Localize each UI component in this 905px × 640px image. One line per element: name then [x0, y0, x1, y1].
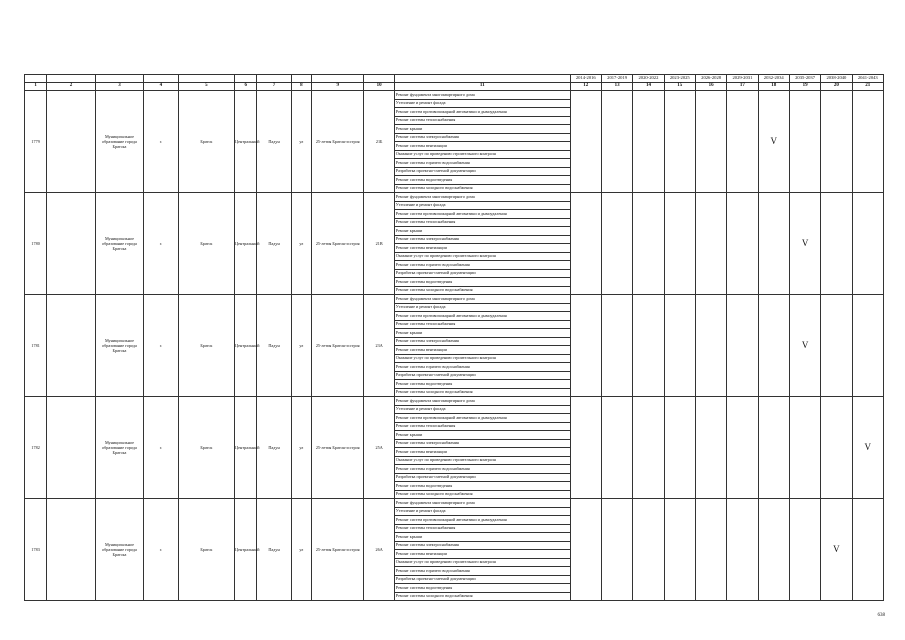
street-type-cell: ул — [291, 499, 311, 601]
period-cell — [601, 499, 632, 601]
street-cell: 25-летия Братскгэсстроя — [311, 193, 364, 295]
work-type-cell: Ремонт системы водоотведения — [394, 278, 570, 287]
work-type-cell: Ремонт системы электроснабжения — [394, 235, 570, 244]
work-type-cell: Ремонт системы холодного водоснабжения — [394, 286, 570, 295]
work-type-cell: Разработка проектно-сметной документации — [394, 269, 570, 278]
work-type-cell: Ремонт системы вентиляции — [394, 550, 570, 559]
work-type-cell: Ремонт системы водоотведения — [394, 584, 570, 593]
period-cell — [758, 295, 789, 397]
district-cell: Центральный — [235, 91, 257, 193]
work-type-cell: Ремонт системы электроснабжения — [394, 541, 570, 550]
city-type-cell: г. — [144, 295, 178, 397]
city-type-cell: г. — [144, 91, 178, 193]
work-type-cell: Утепление и ремонт фасада — [394, 405, 570, 414]
house-cell: 21Б — [364, 91, 394, 193]
empty-cell — [47, 295, 96, 397]
city-cell: Братск — [178, 91, 235, 193]
column-number: 1 — [25, 83, 47, 91]
period-cell — [727, 295, 758, 397]
work-row — [25, 397, 884, 406]
city-cell: Братск — [178, 499, 235, 601]
street-cell: 25-летия Братскгэсстроя — [311, 295, 364, 397]
period-header: 2038-2040 — [821, 75, 852, 83]
work-type-cell: Ремонт крыши — [394, 533, 570, 542]
work-type-cell: Ремонт системы электроснабжения — [394, 337, 570, 346]
work-type-cell: Ремонт системы электроснабжения — [394, 439, 570, 448]
work-type-cell: Ремонт системы горячего водоснабжения — [394, 363, 570, 372]
page-number: 638 — [877, 613, 885, 618]
period-cell — [695, 295, 726, 397]
settlement-cell: Падун — [257, 193, 291, 295]
city-cell: Братск — [178, 193, 235, 295]
house-cell: 25А — [364, 397, 394, 499]
period-header: 2026-2028 — [695, 75, 726, 83]
period-cell — [695, 91, 726, 193]
street-type-cell: ул — [291, 397, 311, 499]
owner-cell: Муниципальное образование города Братска — [95, 193, 144, 295]
period-cell — [695, 499, 726, 601]
period-cell — [664, 499, 695, 601]
column-number: 11 — [394, 83, 570, 91]
period-cell — [633, 295, 664, 397]
period-header: 2029-2031 — [727, 75, 758, 83]
work-row — [25, 499, 884, 508]
period-cell — [601, 193, 632, 295]
record-id: 1779 — [25, 91, 47, 193]
work-type-cell: Оказание услуг по проведению строительного контроля — [394, 456, 570, 465]
house-cell: 23А — [364, 295, 394, 397]
period-cell — [601, 295, 632, 397]
owner-cell: Муниципальное образование города Братска — [95, 295, 144, 397]
period-header-row — [25, 75, 884, 83]
work-type-cell: Утепление и ремонт фасада — [394, 507, 570, 516]
column-number: 21 — [852, 83, 883, 91]
work-type-cell: Разработка проектно-сметной документации — [394, 167, 570, 176]
district-cell: Центральный — [235, 295, 257, 397]
column-number: 20 — [821, 83, 852, 91]
work-type-cell: Разработка проектно-сметной документации — [394, 473, 570, 482]
period-cell — [633, 397, 664, 499]
period-cell — [570, 91, 601, 193]
period-header: 2035-2037 — [789, 75, 820, 83]
work-type-cell: Ремонт системы теплоснабжения — [394, 320, 570, 329]
work-type-cell: Ремонт системы вентиляции — [394, 448, 570, 457]
owner-cell: Муниципальное образование города Братска — [95, 91, 144, 193]
period-header: 2017-2019 — [601, 75, 632, 83]
period-cell — [821, 295, 852, 397]
period-header: 2023-2025 — [664, 75, 695, 83]
column-number: 7 — [257, 83, 291, 91]
work-type-cell: Ремонт систем противопожарной автоматики и дымоудаления — [394, 210, 570, 219]
owner-cell: Муниципальное образование города Братска — [95, 397, 144, 499]
work-type-cell: Оказание услуг по проведению строительного контроля — [394, 558, 570, 567]
work-type-cell: Ремонт фундамента многоквартирного дома — [394, 295, 570, 304]
street-cell: 25-летия Братскгэсстроя — [311, 91, 364, 193]
work-type-cell: Ремонт крыши — [394, 227, 570, 236]
capital-repair-table — [24, 74, 884, 601]
street-type-cell: ул — [291, 193, 311, 295]
work-row — [25, 295, 884, 304]
city-cell: Братск — [178, 295, 235, 397]
record-id: 1782 — [25, 397, 47, 499]
work-type-cell: Ремонт системы вентиляции — [394, 346, 570, 355]
house-cell: 21В — [364, 193, 394, 295]
work-type-cell: Оказание услуг по проведению строительного контроля — [394, 354, 570, 363]
work-type-cell: Ремонт системы теплоснабжения — [394, 116, 570, 125]
work-type-cell: Утепление и ремонт фасада — [394, 303, 570, 312]
district-cell: Центральный — [235, 193, 257, 295]
period-cell — [633, 499, 664, 601]
column-number: 6 — [235, 83, 257, 91]
period-cell — [758, 193, 789, 295]
period-header: 2041-2043 — [852, 75, 883, 83]
work-type-cell: Утепление и ремонт фасада — [394, 201, 570, 210]
record-id: 1780 — [25, 193, 47, 295]
empty-cell — [47, 193, 96, 295]
period-mark: V — [852, 397, 883, 499]
column-number: 15 — [664, 83, 695, 91]
period-cell — [852, 91, 883, 193]
settlement-cell: Падун — [257, 397, 291, 499]
period-mark: V — [758, 91, 789, 193]
period-cell — [758, 397, 789, 499]
district-cell: Центральный — [235, 499, 257, 601]
work-type-cell: Ремонт крыши — [394, 329, 570, 338]
city-type-cell: г. — [144, 499, 178, 601]
period-cell — [727, 499, 758, 601]
period-cell — [601, 397, 632, 499]
city-type-cell: г. — [144, 397, 178, 499]
column-number: 10 — [364, 83, 394, 91]
work-type-cell: Разработка проектно-сметной документации — [394, 575, 570, 584]
column-number: 18 — [758, 83, 789, 91]
work-type-cell: Ремонт системы теплоснабжения — [394, 218, 570, 227]
work-type-cell: Ремонт фундамента многоквартирного дома — [394, 499, 570, 508]
column-number-row — [25, 83, 884, 91]
column-number: 4 — [144, 83, 178, 91]
work-type-cell: Ремонт систем противопожарной автоматики и дымоудаления — [394, 414, 570, 423]
work-type-cell: Ремонт системы вентиляции — [394, 142, 570, 151]
period-cell — [633, 91, 664, 193]
period-cell — [852, 499, 883, 601]
work-type-cell: Ремонт фундамента многоквартирного дома — [394, 397, 570, 406]
header-blank — [25, 75, 47, 83]
house-cell: 26А — [364, 499, 394, 601]
city-type-cell: г. — [144, 193, 178, 295]
empty-cell — [47, 91, 96, 193]
work-type-cell: Ремонт системы водоотведения — [394, 380, 570, 389]
work-type-cell: Ремонт фундамента многоквартирного дома — [394, 193, 570, 202]
work-type-cell: Ремонт системы электроснабжения — [394, 133, 570, 142]
period-cell — [664, 91, 695, 193]
column-number: 8 — [291, 83, 311, 91]
settlement-cell: Падун — [257, 295, 291, 397]
column-number: 14 — [633, 83, 664, 91]
period-cell — [789, 499, 820, 601]
work-type-cell: Ремонт крыши — [394, 125, 570, 134]
work-type-cell: Ремонт систем противопожарной автоматики и дымоудаления — [394, 516, 570, 525]
period-cell — [852, 295, 883, 397]
record-id: 1783 — [25, 499, 47, 601]
period-cell — [570, 397, 601, 499]
work-type-cell: Ремонт системы холодного водоснабжения — [394, 592, 570, 601]
column-number: 13 — [601, 83, 632, 91]
work-row — [25, 91, 884, 100]
settlement-cell: Падун — [257, 91, 291, 193]
period-cell — [821, 91, 852, 193]
period-cell — [821, 397, 852, 499]
city-cell: Братск — [178, 397, 235, 499]
empty-cell — [47, 397, 96, 499]
period-cell — [758, 499, 789, 601]
period-cell — [601, 91, 632, 193]
work-type-cell: Ремонт системы горячего водоснабжения — [394, 261, 570, 270]
work-type-cell: Ремонт системы холодного водоснабжения — [394, 490, 570, 499]
work-row — [25, 193, 884, 202]
column-number: 16 — [695, 83, 726, 91]
work-type-cell: Оказание услуг по проведению строительного контроля — [394, 150, 570, 159]
work-type-cell: Ремонт систем противопожарной автоматики и дымоудаления — [394, 108, 570, 117]
work-type-cell: Ремонт системы горячего водоснабжения — [394, 567, 570, 576]
work-type-cell: Ремонт системы холодного водоснабжения — [394, 184, 570, 193]
column-number: 9 — [311, 83, 364, 91]
work-type-cell: Ремонт крыши — [394, 431, 570, 440]
period-cell — [727, 91, 758, 193]
work-type-cell: Ремонт системы вентиляции — [394, 244, 570, 253]
work-type-cell: Ремонт системы горячего водоснабжения — [394, 159, 570, 168]
period-cell — [664, 397, 695, 499]
empty-cell — [47, 499, 96, 601]
period-cell — [664, 295, 695, 397]
period-mark: V — [821, 499, 852, 601]
period-cell — [727, 193, 758, 295]
period-cell — [727, 397, 758, 499]
district-cell: Центральный — [235, 397, 257, 499]
work-type-cell: Ремонт системы теплоснабжения — [394, 524, 570, 533]
column-number: 5 — [178, 83, 235, 91]
settlement-cell: Падун — [257, 499, 291, 601]
work-type-cell: Ремонт системы холодного водоснабжения — [394, 388, 570, 397]
period-cell — [664, 193, 695, 295]
period-cell — [789, 397, 820, 499]
column-number: 2 — [47, 83, 96, 91]
street-cell: 25-летия Братскгэсстроя — [311, 397, 364, 499]
period-cell — [695, 193, 726, 295]
column-number: 17 — [727, 83, 758, 91]
period-cell — [570, 295, 601, 397]
work-type-cell: Утепление и ремонт фасада — [394, 99, 570, 108]
work-type-cell: Разработка проектно-сметной документации — [394, 371, 570, 380]
work-type-cell: Ремонт фундамента многоквартирного дома — [394, 91, 570, 100]
period-mark: V — [789, 295, 820, 397]
owner-cell: Муниципальное образование города Братска — [95, 499, 144, 601]
work-type-cell: Ремонт системы теплоснабжения — [394, 422, 570, 431]
column-number: 3 — [95, 83, 144, 91]
period-header: 2032-2034 — [758, 75, 789, 83]
work-type-cell: Ремонт системы горячего водоснабжения — [394, 465, 570, 474]
record-id: 1781 — [25, 295, 47, 397]
period-cell — [852, 193, 883, 295]
street-cell: 25-летия Братскгэсстроя — [311, 499, 364, 601]
work-type-cell: Ремонт системы водоотведения — [394, 482, 570, 491]
column-number: 12 — [570, 83, 601, 91]
period-cell — [789, 91, 820, 193]
period-cell — [821, 193, 852, 295]
work-type-cell: Оказание услуг по проведению строительного контроля — [394, 252, 570, 261]
street-type-cell: ул — [291, 295, 311, 397]
street-type-cell: ул — [291, 91, 311, 193]
period-header: 2020-2022 — [633, 75, 664, 83]
period-cell — [570, 193, 601, 295]
work-type-cell: Ремонт системы водоотведения — [394, 176, 570, 185]
period-cell — [695, 397, 726, 499]
period-cell — [570, 499, 601, 601]
work-type-cell: Ремонт систем противопожарной автоматики и дымоудаления — [394, 312, 570, 321]
period-mark: V — [789, 193, 820, 295]
period-cell — [633, 193, 664, 295]
period-header: 2014-2016 — [570, 75, 601, 83]
column-number: 19 — [789, 83, 820, 91]
